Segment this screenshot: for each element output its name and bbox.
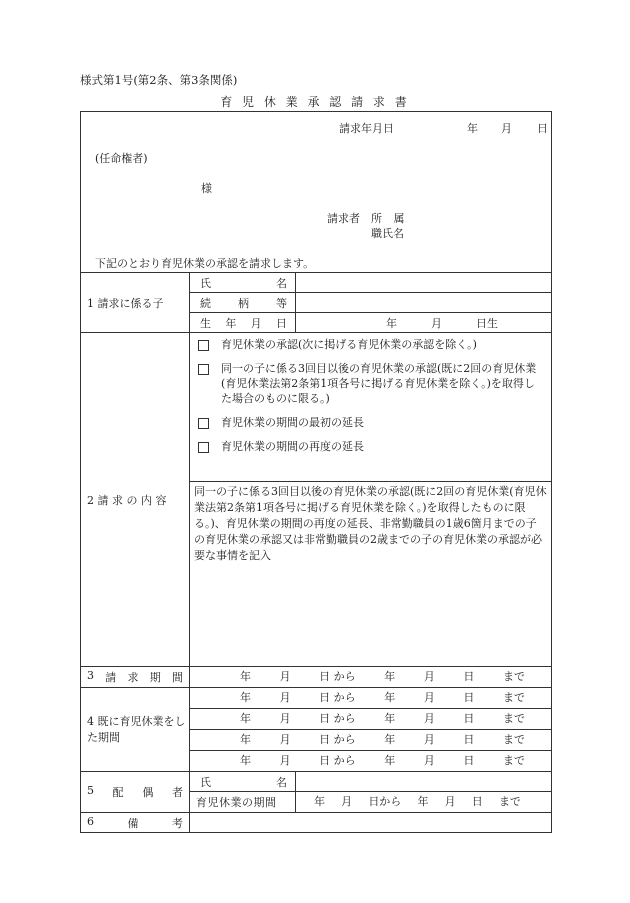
date-month: 月 — [501, 122, 512, 135]
header-block — [81, 112, 552, 273]
checkbox[interactable] — [198, 364, 209, 375]
request-options — [190, 333, 552, 482]
page-title: 育 児 休 業 承 認 請 求 書 — [220, 95, 410, 109]
request-statement: 下記のとおり育児休業の承認を請求します。 — [95, 257, 315, 270]
option-second-extension[interactable]: 育児休業の期間の再度の延長 — [196, 439, 545, 454]
past-period-4[interactable]: 年 月 日 から 年 月 日 まで — [190, 751, 552, 772]
child-name-field[interactable] — [296, 273, 552, 293]
spouse-period-label: 育児休業の期間 — [190, 792, 296, 813]
requester-label: 請求者 — [327, 212, 360, 225]
section6-label: 6 備 考 — [81, 813, 190, 833]
reason-field[interactable] — [190, 482, 552, 667]
date-day: 日 — [537, 122, 548, 135]
remarks-field[interactable] — [190, 813, 552, 833]
position-name-label: 職氏名 — [371, 227, 404, 240]
option-standard[interactable]: 育児休業の承認(次に掲げる育児休業の承認を除く。) — [196, 337, 545, 352]
option-third-or-later[interactable]: 同一の子に係る3回目以後の育児休業の承認(既に2回の育児休業(育児休業法第2条第1項各号に掲げる育児休業を除く。)を取得した場合のものに限る。) — [196, 361, 545, 406]
form-number-label: 様式第1号(第2条、第3条関係) — [80, 73, 238, 87]
spouse-name-label: 氏 名 — [190, 772, 296, 792]
request-form-table — [80, 111, 552, 833]
past-period-3[interactable]: 年 月 日 から 年 月 日 まで — [190, 730, 552, 751]
reason-instruction: 同一の子に係る3回目以後の育児休業の承認(既に2回の育児休業(育児休業法第2条第1項各号に掲げる育児休業を除く。)を取得したものに限る。)、育児休業の期間の再度の延長、非常勤職員の1歳6箇月までの子の育児休業の承認又は非常勤職員の2歳までの子の育児休業の承認が必要な事情を記入 — [194, 485, 547, 562]
section4-label: 4 既に育児休業をした期間 — [81, 688, 190, 772]
option-first-extension[interactable]: 育児休業の期間の最初の延長 — [196, 415, 545, 430]
spouse-name-field[interactable] — [296, 772, 552, 792]
child-birth-field[interactable]: 年 月 日生 — [296, 313, 552, 333]
child-relation-field[interactable] — [296, 293, 552, 313]
child-name-label: 氏 名 — [190, 273, 296, 293]
past-period-1[interactable]: 年 月 日 から 年 月 日 まで — [190, 688, 552, 709]
child-relation-label: 続 柄 等 — [190, 293, 296, 313]
affiliation-label: 所 属 — [371, 212, 409, 225]
section5-label: 5 配 偶 者 — [81, 772, 190, 813]
checkbox[interactable] — [198, 442, 209, 453]
spouse-period-field[interactable]: 年 月 日から 年 月 日 まで — [296, 792, 552, 813]
checkbox[interactable] — [198, 340, 209, 351]
request-date-label: 請求年月日 — [339, 122, 394, 135]
past-period-2[interactable]: 年 月 日 から 年 月 日 まで — [190, 709, 552, 730]
section1-label: 1 請求に係る子 — [81, 273, 190, 333]
request-period-field[interactable]: 年 月 日 から 年 月 日 まで — [190, 667, 552, 688]
checkbox[interactable] — [198, 418, 209, 429]
date-year: 年 — [467, 122, 478, 135]
sama-label: 様 — [201, 182, 212, 195]
child-birth-label: 生 年 月 日 — [190, 313, 296, 333]
section3-label: 3 請 求 期 間 — [81, 667, 190, 688]
section2-label: 2 請 求 の 内 容 — [81, 333, 190, 667]
appointer-label: (任命権者) — [95, 152, 148, 165]
